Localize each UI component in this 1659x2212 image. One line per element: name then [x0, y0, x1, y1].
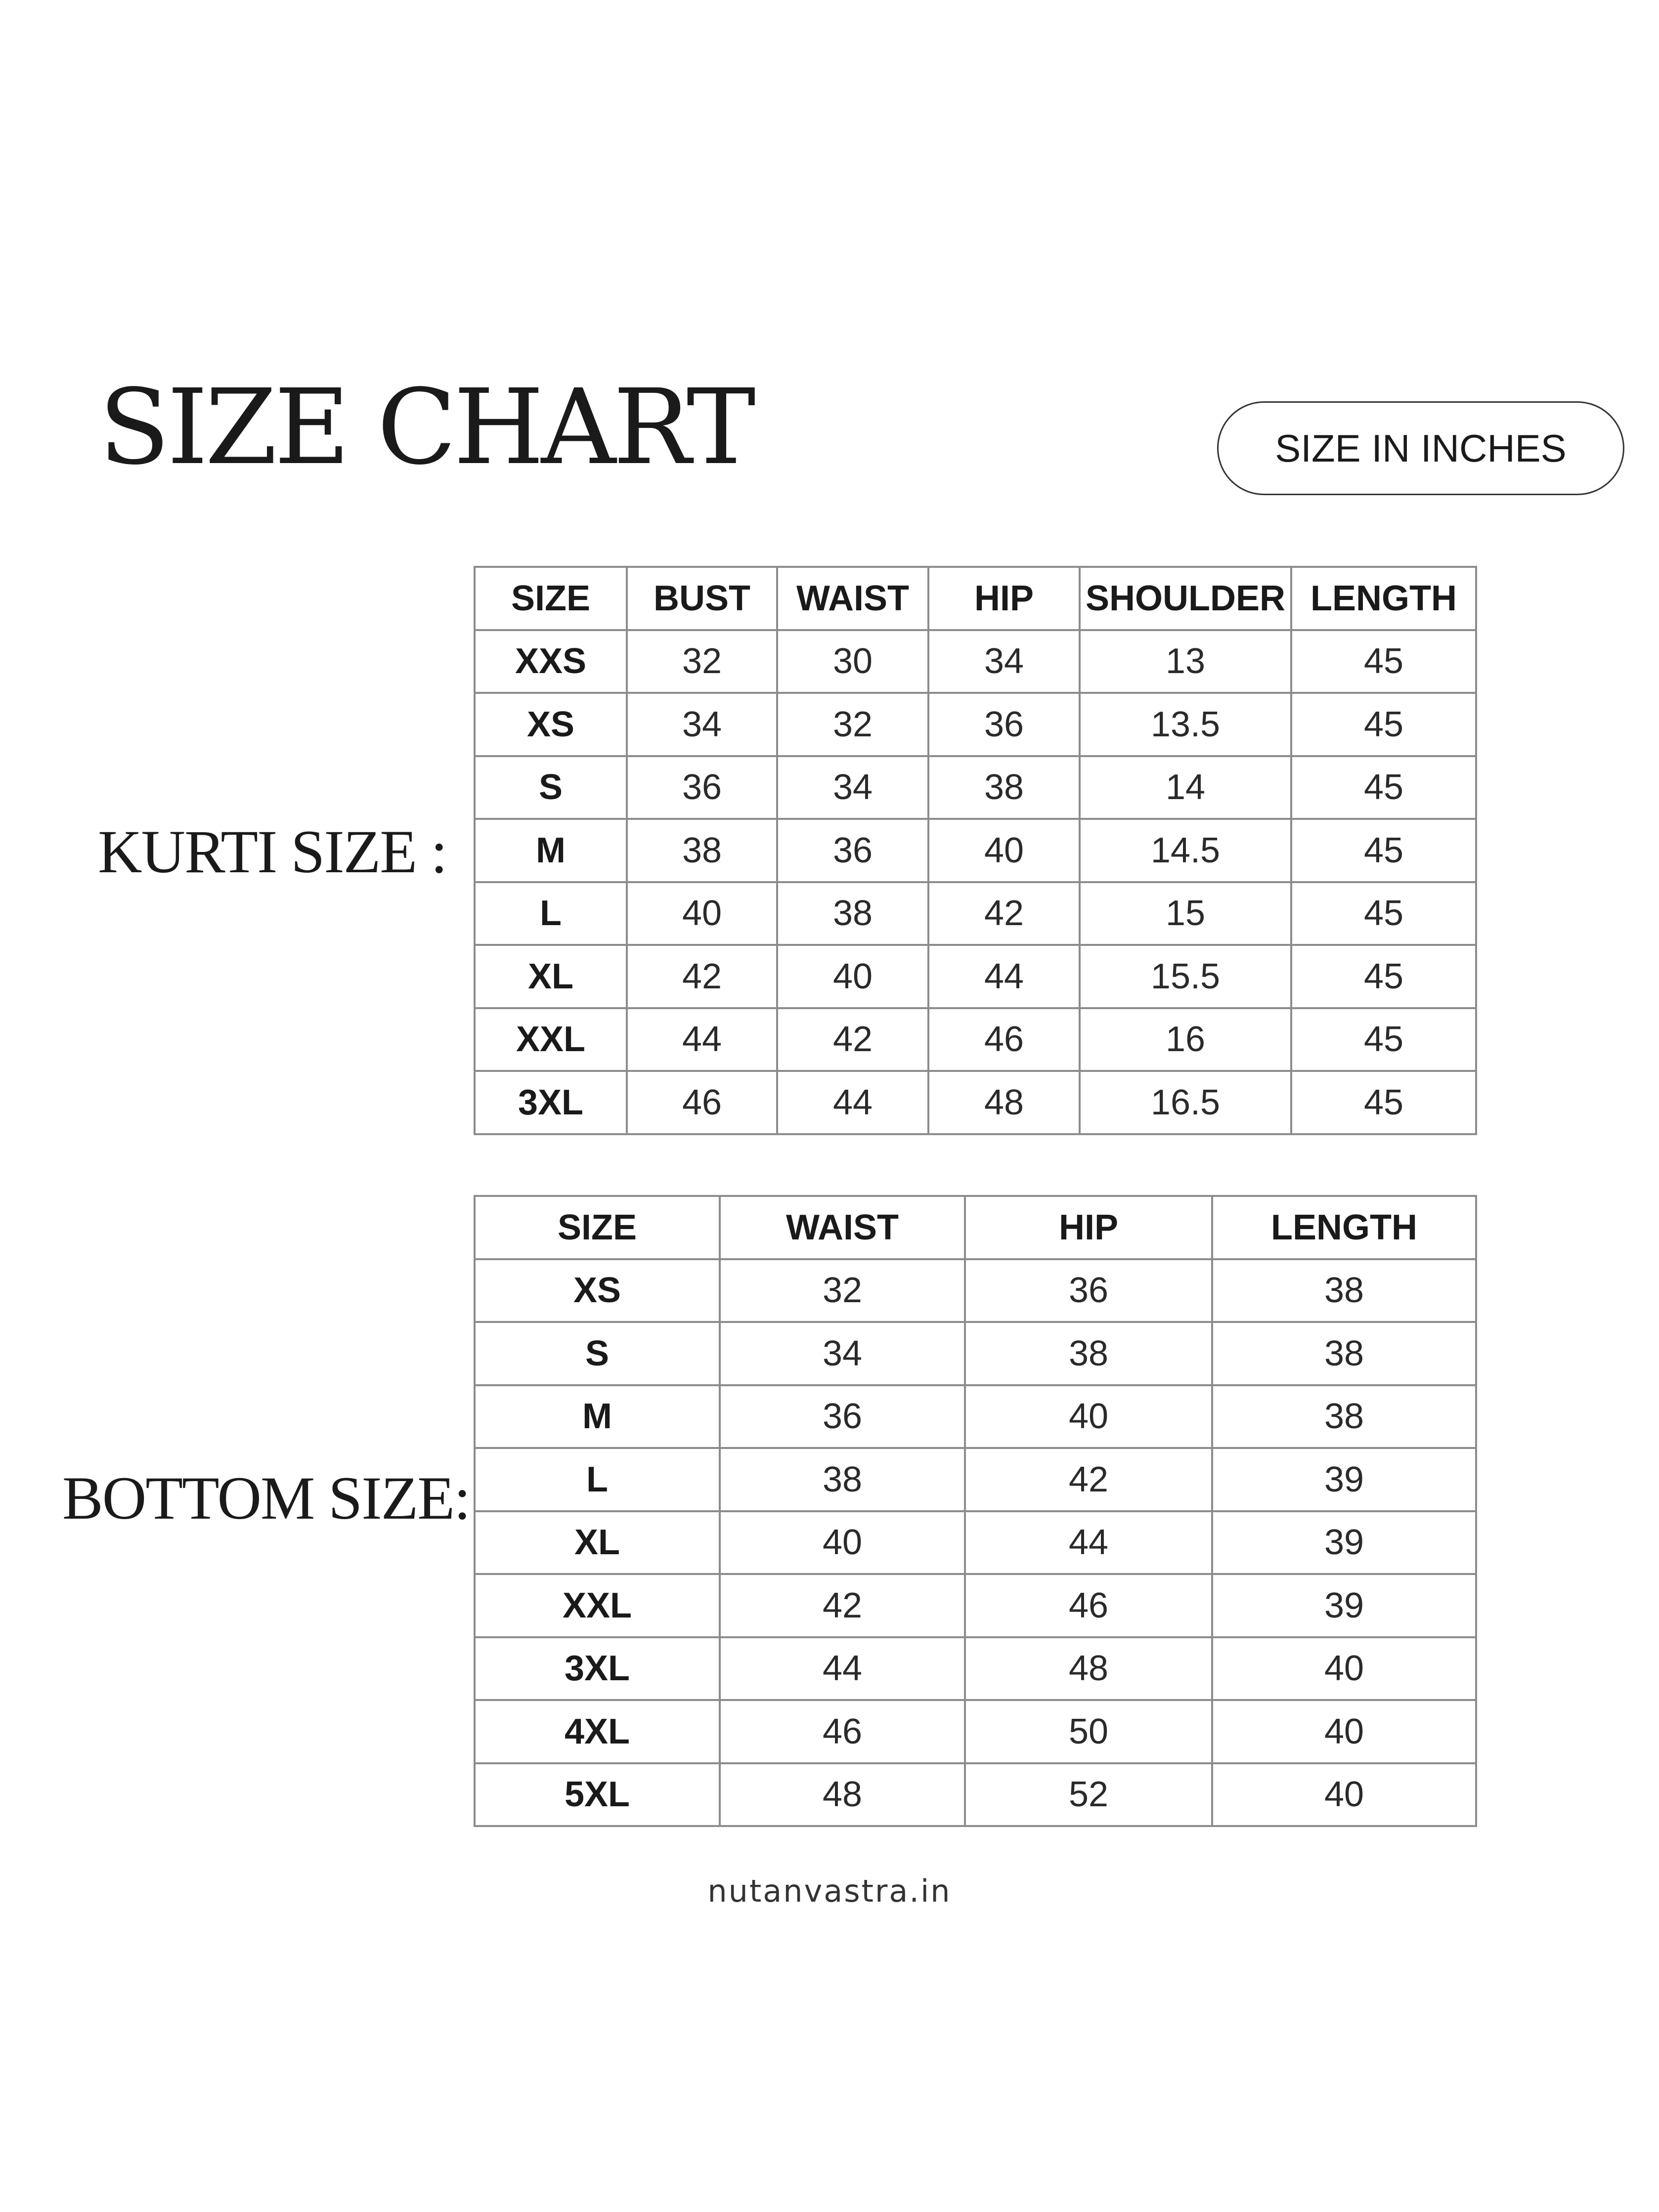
hip-cell: 36	[928, 693, 1080, 756]
shoulder-cell: 13.5	[1080, 693, 1291, 756]
length-cell: 45	[1291, 819, 1476, 882]
website-link[interactable]: nutanvastra.in	[707, 1873, 952, 1909]
hip-cell: 38	[965, 1322, 1212, 1385]
length-cell: 40	[1212, 1700, 1476, 1763]
hip-cell: 44	[928, 945, 1080, 1008]
length-cell: 45	[1291, 693, 1476, 756]
size-cell: XS	[475, 1259, 720, 1322]
shoulder-cell: 15	[1080, 882, 1291, 945]
column-header-size: SIZE	[475, 567, 627, 630]
table-row	[475, 630, 1476, 693]
waist-cell: 38	[720, 1448, 965, 1511]
waist-cell: 32	[777, 693, 928, 756]
size-cell: XL	[475, 945, 627, 1008]
kurti-size-table	[474, 566, 1477, 1135]
waist-cell: 34	[777, 756, 928, 819]
bust-cell: 46	[627, 1071, 777, 1134]
hip-cell: 50	[965, 1700, 1212, 1763]
kurti-section-label: KURTI SIZE :	[98, 818, 447, 886]
bust-cell: 40	[627, 882, 777, 945]
length-cell: 40	[1212, 1763, 1476, 1827]
table-row	[475, 693, 1476, 756]
table-row	[475, 819, 1476, 882]
shoulder-cell: 14.5	[1080, 819, 1291, 882]
table-row	[475, 1448, 1476, 1511]
table-row	[475, 1071, 1476, 1134]
hip-cell: 42	[928, 882, 1080, 945]
table-row	[475, 1637, 1476, 1701]
bust-cell: 38	[627, 819, 777, 882]
table-row	[475, 1574, 1476, 1637]
hip-cell: 36	[965, 1259, 1212, 1322]
waist-cell: 38	[777, 882, 928, 945]
size-cell: S	[475, 756, 627, 819]
hip-cell: 44	[965, 1511, 1212, 1574]
waist-cell: 44	[720, 1637, 965, 1701]
waist-cell: 44	[777, 1071, 928, 1134]
length-cell: 45	[1291, 945, 1476, 1008]
length-cell: 39	[1212, 1511, 1476, 1574]
size-cell: L	[475, 882, 627, 945]
shoulder-cell: 13	[1080, 630, 1291, 693]
size-cell: 4XL	[475, 1700, 720, 1763]
size-cell: L	[475, 1448, 720, 1511]
bust-cell: 36	[627, 756, 777, 819]
waist-cell: 46	[720, 1700, 965, 1763]
length-cell: 38	[1212, 1259, 1476, 1322]
hip-cell: 52	[965, 1763, 1212, 1827]
length-cell: 45	[1291, 882, 1476, 945]
hip-cell: 48	[928, 1071, 1080, 1134]
bust-cell: 42	[627, 945, 777, 1008]
bust-cell: 32	[627, 630, 777, 693]
page-title: SIZE CHART	[99, 367, 753, 488]
length-cell: 38	[1212, 1385, 1476, 1448]
hip-cell: 34	[928, 630, 1080, 693]
column-header-shoulder: SHOULDER	[1080, 567, 1291, 630]
size-cell: XXS	[475, 630, 627, 693]
table-row	[475, 1763, 1476, 1827]
table-row	[475, 1385, 1476, 1448]
table-row	[475, 945, 1476, 1008]
size-cell: 3XL	[475, 1071, 627, 1134]
bust-cell: 44	[627, 1008, 777, 1071]
hip-cell: 46	[965, 1574, 1212, 1637]
table-row	[475, 1008, 1476, 1071]
length-cell: 45	[1291, 1008, 1476, 1071]
waist-cell: 40	[777, 945, 928, 1008]
size-cell: 3XL	[475, 1637, 720, 1701]
length-cell: 39	[1212, 1448, 1476, 1511]
size-cell: 5XL	[475, 1763, 720, 1827]
waist-cell: 30	[777, 630, 928, 693]
bust-cell: 34	[627, 693, 777, 756]
size-cell: XS	[475, 693, 627, 756]
shoulder-cell: 14	[1080, 756, 1291, 819]
table-row	[475, 1700, 1476, 1763]
length-cell: 40	[1212, 1637, 1476, 1701]
column-header-length: LENGTH	[1291, 567, 1476, 630]
shoulder-cell: 16	[1080, 1008, 1291, 1071]
waist-cell: 36	[720, 1385, 965, 1448]
hip-cell: 40	[928, 819, 1080, 882]
size-cell: M	[475, 819, 627, 882]
table-row	[475, 756, 1476, 819]
table-row	[475, 1259, 1476, 1322]
length-cell: 38	[1212, 1322, 1476, 1385]
hip-cell: 46	[928, 1008, 1080, 1071]
waist-cell: 34	[720, 1322, 965, 1385]
size-cell: XL	[475, 1511, 720, 1574]
column-header-length: LENGTH	[1212, 1196, 1476, 1259]
shoulder-cell: 15.5	[1080, 945, 1291, 1008]
waist-cell: 42	[720, 1574, 965, 1637]
waist-cell: 40	[720, 1511, 965, 1574]
hip-cell: 48	[965, 1637, 1212, 1701]
length-cell: 45	[1291, 756, 1476, 819]
column-header-waist: WAIST	[777, 567, 928, 630]
size-unit-label: SIZE IN INCHES	[1275, 426, 1567, 470]
bottom-size-table	[474, 1195, 1477, 1827]
table-header-row	[475, 1196, 1476, 1259]
size-cell: XXL	[475, 1574, 720, 1637]
shoulder-cell: 16.5	[1080, 1071, 1291, 1134]
length-cell: 45	[1291, 1071, 1476, 1134]
table-row	[475, 1322, 1476, 1385]
table-header-row	[475, 567, 1476, 630]
column-header-waist: WAIST	[720, 1196, 965, 1259]
column-header-bust: BUST	[627, 567, 777, 630]
waist-cell: 36	[777, 819, 928, 882]
length-cell: 39	[1212, 1574, 1476, 1637]
length-cell: 45	[1291, 630, 1476, 693]
hip-cell: 42	[965, 1448, 1212, 1511]
hip-cell: 38	[928, 756, 1080, 819]
waist-cell: 42	[777, 1008, 928, 1071]
waist-cell: 32	[720, 1259, 965, 1322]
column-header-size: SIZE	[475, 1196, 720, 1259]
size-unit-badge	[1217, 401, 1624, 495]
waist-cell: 48	[720, 1763, 965, 1827]
size-cell: S	[475, 1322, 720, 1385]
hip-cell: 40	[965, 1385, 1212, 1448]
table-row	[475, 882, 1476, 945]
column-header-hip: HIP	[928, 567, 1080, 630]
column-header-hip: HIP	[965, 1196, 1212, 1259]
size-cell: M	[475, 1385, 720, 1448]
size-cell: XXL	[475, 1008, 627, 1071]
table-row	[475, 1511, 1476, 1574]
bottom-section-label: BOTTOM SIZE:	[62, 1464, 470, 1532]
